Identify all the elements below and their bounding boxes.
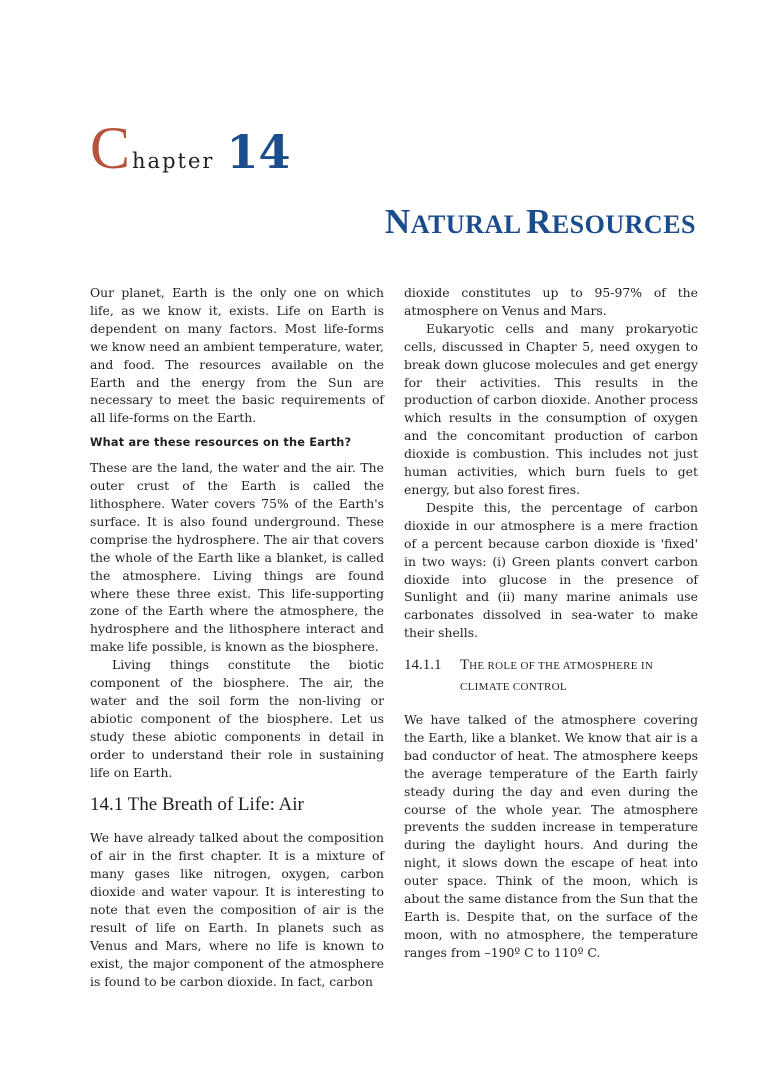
air-paragraph: We have already talked about the composition of air in the first chapter. It is a mixture of many gases like nitrogen, oxygen, carbon dioxide and water vapour. It is interesting to note that even the composition of air is the result of life on Earth. In planets such as Venus and Mars, where no life is known to exist, the major component of the atmosphere is found to be carbon dioxide. In fact, carbon [90, 830, 384, 989]
title-word1-cap: N [384, 202, 411, 241]
subsection-title: HE ROLE OF THE ATMOSPHERE IN [469, 660, 654, 673]
subsection-heading [404, 656, 698, 675]
section-heading: 14.1 The Breath of Life: Air [90, 794, 304, 816]
title-word2-rest: ESOURCES [551, 210, 696, 239]
continuation-paragraph: dioxide constitutes up to 95-97% of the atmosphere on Venus and Mars. [404, 285, 698, 318]
title-word2-cap: R [526, 202, 552, 241]
chapter-title [385, 202, 696, 242]
eukaryotic-paragraph: Eukaryotic cells and many prokaryotic cells, discussed in Chapter 5, need oxygen to break down glucose molecules and get energy for their activities. This results in the production of carbon dioxide. Another process which results in the consumption of oxygen and the concomitant production of carbon dioxide is combustion. This includes not just human activities, which burn fuels to get energy, but also forest fires. [404, 320, 698, 497]
intro-paragraph: Our planet, Earth is the only one on which life, as we know it, exists. Life on Earth is dependent on many factors. Most life-forms we know need an ambient temperature, water, and food. The resources available on the Earth and the energy from the Sun are necessary to meet the basic requirements of all life-forms on the Earth. [90, 285, 384, 426]
question-heading: What are these resources on the Earth? [90, 436, 352, 450]
despite-paragraph: Despite this, the percentage of carbon dioxide in our atmosphere is a mere fraction of a percent because carbon dioxide is 'fixed' in two ways: (i) Green plants convert carbon dioxide into glucose in the presence of Sunlight and (ii) many marine animals use carbonates dissolved in sea-water to make their shells. [404, 499, 698, 641]
living-things-paragraph: Living things constitute the biotic component of the biosphere. The air, the water and the soil form the non-living or abiotic component of the biosphere. Let us study these abiotic components in detail in order to understand their role in sustaining life on Earth. [90, 657, 384, 780]
subsection-cap: T [460, 657, 470, 674]
right-column [404, 284, 698, 962]
subsection-title-line2: CLIMATE CONTROL [460, 681, 567, 694]
subsection-number: 14.1.1 [404, 657, 442, 674]
resources-paragraph: These are the land, the water and the air. The outer crust of the Earth is called the lithosphere. Water covers 75% of the Earth's surface. It is also found underground. These comprise the hydrosphere. The air that covers the whole of the Earth like a blanket, is called the atmosphere. Living things are found where these three exist. This life-supporting zone of the Earth where the atmosphere, the hydrosphere and the lithosphere interact and make life possible, is known as the biosphere. [90, 460, 384, 655]
chapter-word: hapter [132, 149, 215, 173]
chapter-number: 14 [226, 125, 291, 179]
atmosphere-paragraph: We have talked of the atmosphere covering the Earth, like a blanket. We know that air is a bad conductor of heat. The atmosphere keeps the average temperature of the Earth fairly steady during the day and even during the course of the whole year. The atmosphere prevents the sudden increase in temperature during the daylight hours. And during the night, it slows down the escape of heat into outer space. Think of the moon, which is about the same distance from the Sun that the Earth is. Despite that, on the surface of the moon, with no atmosphere, the temperature ranges from –190º C to 110º C. [404, 712, 698, 960]
chapter-heading [90, 115, 291, 188]
left-column [90, 284, 384, 991]
title-word1-rest: ATURAL [410, 210, 522, 239]
chapter-initial: C [90, 115, 131, 181]
